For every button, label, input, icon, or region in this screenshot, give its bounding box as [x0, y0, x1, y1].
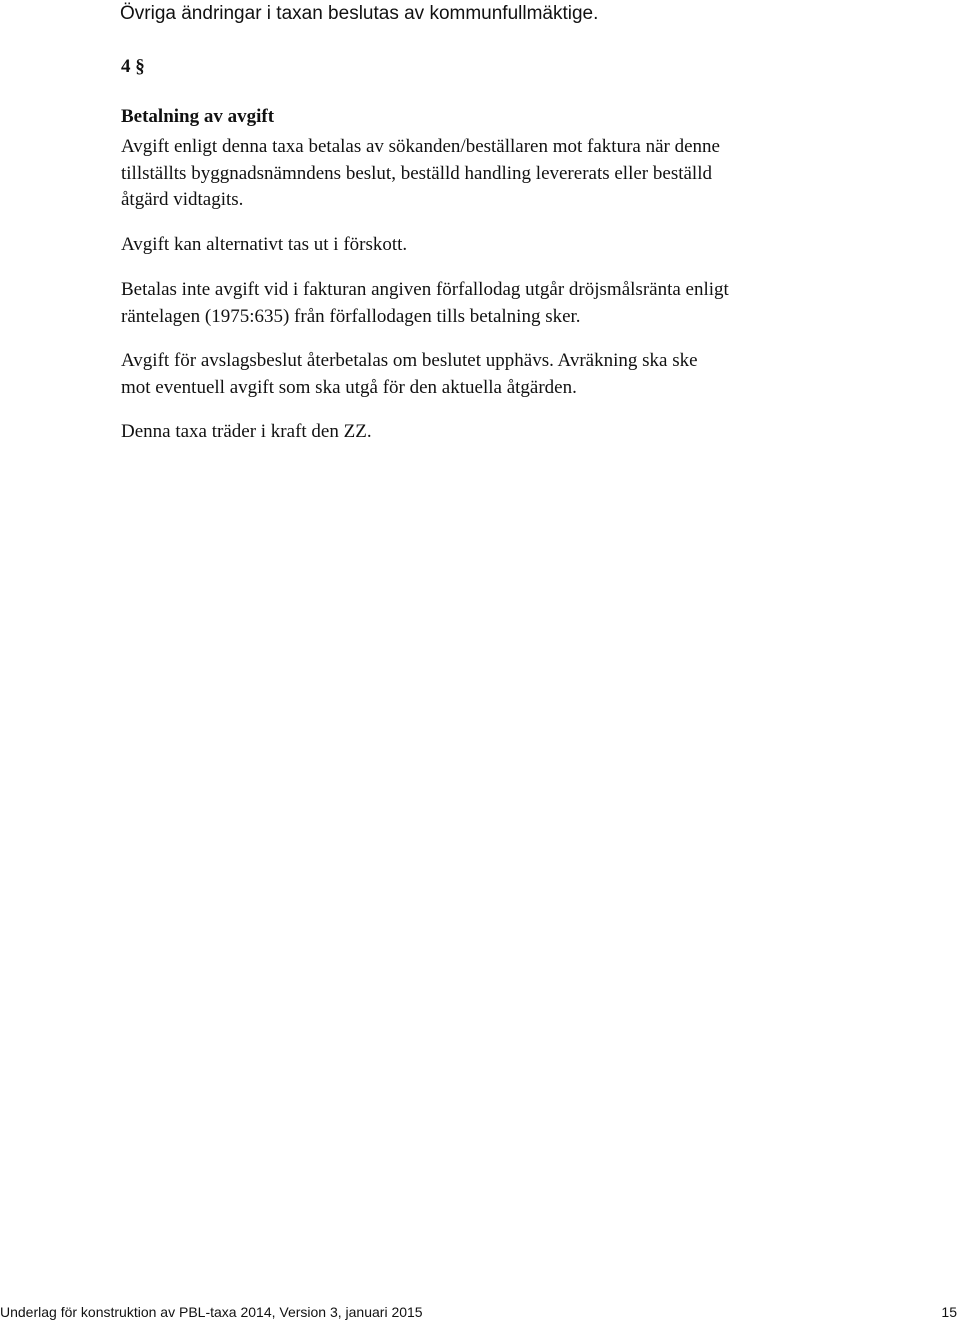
paragraph-effective-date: [121, 419, 801, 446]
paragraph-line: Avgift för avslagsbeslut återbetalas om beslutet upphävs. Avräkning ska ske: [121, 350, 698, 371]
paragraph-line: åtgärd vidtagits.: [121, 189, 244, 210]
section-number: 4 §: [121, 56, 145, 77]
intro-text: Övriga ändringar i taxan beslutas av kommunfullmäktige.: [120, 3, 599, 24]
paragraph-line: mot eventuell avgift som ska utgå för den aktuella åtgärden.: [121, 376, 577, 398]
paragraph-line: Avgift enligt denna taxa betalas av sökanden/beställaren mot faktura när denne: [121, 136, 720, 157]
page-number: 15: [941, 1304, 957, 1320]
paragraph-payment-terms: [121, 134, 801, 214]
paragraph-advance-payment: [121, 232, 801, 259]
paragraph-line: Avgift kan alternativt tas ut i förskott.: [121, 234, 408, 255]
paragraph-line: räntelagen (1975:635) från förfallodagen tills betalning sker.: [121, 305, 581, 327]
paragraph-line: Betalas inte avgift vid i fakturan angiven förfallodag utgår dröjsmålsränta enligt: [121, 279, 729, 300]
paragraph-refund: [121, 348, 801, 401]
section-heading: Betalning av avgift: [121, 106, 275, 127]
footer-text: Underlag för konstruktion av PBL-taxa 2014, Version 3, januari 2015: [0, 1304, 423, 1320]
paragraph-late-interest: [121, 277, 801, 330]
paragraph-line: Denna taxa träder i kraft den ZZ.: [121, 421, 372, 442]
paragraph-line: tillställts byggnadsnämndens beslut, beställd handling levererats eller beställd: [121, 162, 712, 184]
